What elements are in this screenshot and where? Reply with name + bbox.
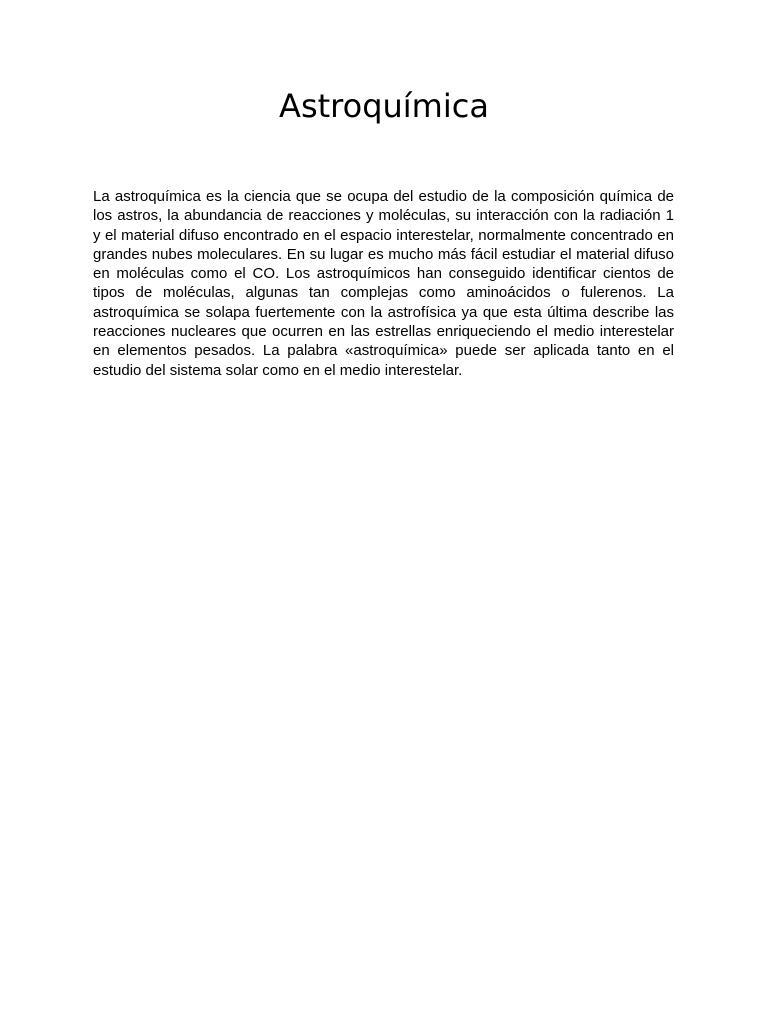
body-paragraph: La astroquímica es la ciencia que se ocupa del estudio de la composición química de los astros, la abundancia de reacciones y moléculas, su interacción con la radiación 1 y el material difuso encontrado en el espacio interestelar, normalmente concentrado en grandes nubes moleculares. En su lugar es mucho más fácil estudiar el material difuso en moléculas como el CO. Los astroquímicos han conseguido identificar cientos de tipos de moléculas, algunas tan complejas como aminoácidos o fulerenos. La astroquímica se solapa fuertemente con la astrofísica ya que esta última describe las reacciones nucleares que ocurren en las estrellas enriqueciendo el medio interestelar en elementos pesados. La palabra «astroquímica» puede ser aplicada tanto en el estudio del sistema solar como en el medio interestelar. [93,188,674,379]
page-title: Astroquímica [279,87,489,125]
